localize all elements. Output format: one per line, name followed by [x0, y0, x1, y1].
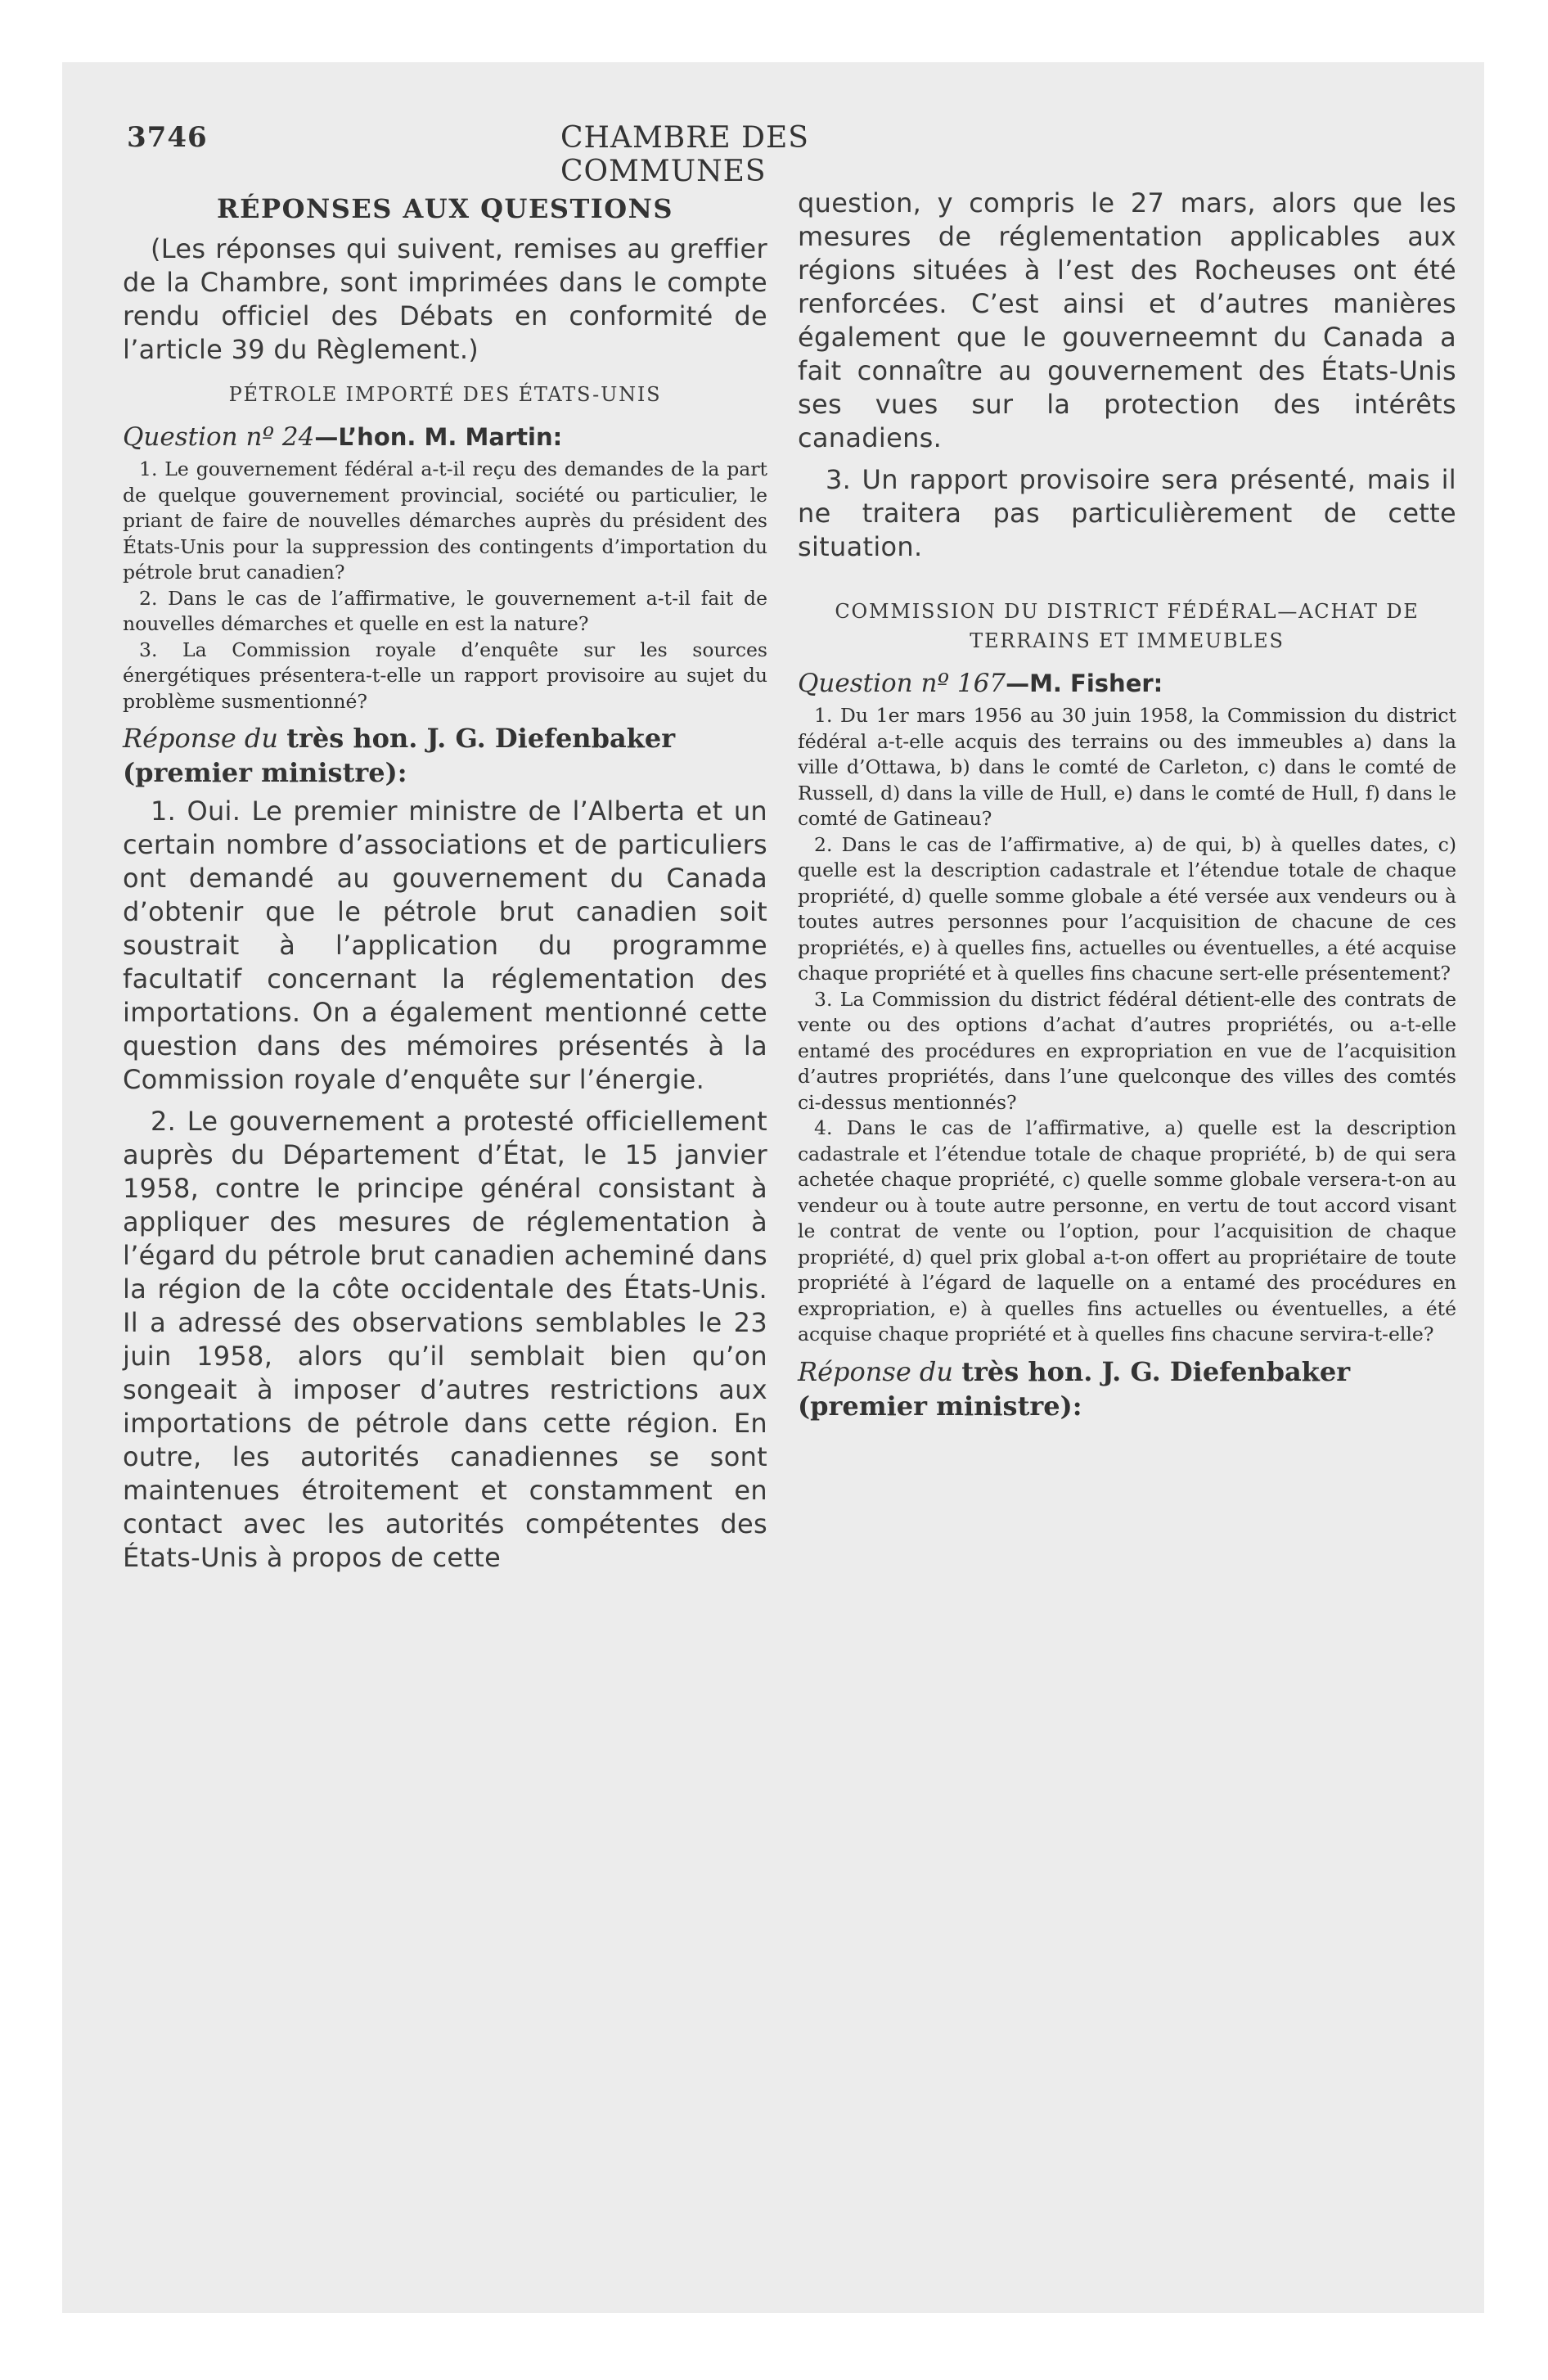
page-header — [127, 121, 1006, 188]
question-167-item-4: 4. Dans le cas de l’affirmative, a) quelle est la description cadastrale et l’étendue totale de chaque propriété, b) de qui sera achetée chaque propriété, c) quelle somme globale versera-t-on au vendeur ou à toute autre personne, en vertu de tout accord visant le contrat de vente ou l’option, pour l’acquisition de chaque propriété, d) quel prix global a-t-on offert au propriétaire de toute propriété à l’égard de laquelle on a entamé des procédures en expropriation, e) à quelles fins actuelles ou éventuelles, a été acquise chaque propriété et à quelles fins chacune servira-t-elle? — [798, 1116, 1456, 1346]
question-24-heading — [123, 422, 767, 452]
question-24-item-1: 1. Le gouvernement fédéral a-t-il reçu des demandes de la part de quelque gouvernement provincial, société ou particulier, le priant de faire de nouvelles démarches auprès du président des États-Unis pour la suppression des contingents d’importation du pétrole brut canadien? — [123, 458, 767, 584]
question-label: Question nº 167 — [798, 669, 1006, 698]
question-24-item-2: 2. Dans le cas de l’affirmative, le gouvernement a-t-il fait de nouvelles démarches et quelle en est la nature? — [123, 586, 767, 635]
question-167-item-1: 1. Du 1er mars 1956 au 30 juin 1958, la Commission du district fédéral a-t-elle acquis des terrains ou des immeubles a) dans la ville d’Ottawa, b) dans le comté de Carleton, c) dans le comté de Russell, d) dans la ville de Hull, e) dans le comté de Hull, f) dans le comté de Gatineau? — [798, 704, 1456, 830]
reply-heading — [798, 1355, 1456, 1423]
question-author: —M. Fisher: — [1006, 669, 1163, 697]
answer-24-item-3: 3. Un rapport provisoire sera présenté, mais il ne traitera pas particulièrement de cette situation. — [798, 464, 1456, 562]
reply-author: très hon. J. G. Diefenbaker (premier ministre): — [123, 723, 676, 788]
reply-heading — [123, 721, 767, 790]
left-column — [123, 187, 767, 1575]
intro-paragraph: (Les réponses qui suivent, remises au greffier de la Chambre, sont imprimées dans le compte rendu officiel des Débats en conformité de l’article 39 du Règlement.) — [123, 233, 767, 365]
reply-author: très hon. J. G. Diefenbaker (premier ministre): — [798, 1355, 1351, 1422]
question-167-item-3: 3. La Commission du district fédéral détient-elle des contrats de vente ou des options d’achat d’autres propriétés, ou a-t-elle entamé des procédures en expropriation en vue de l’acquisition d’autres propriétés, dans l’une quelconque des villes des comtés ci-dessus mentionnés? — [798, 987, 1456, 1114]
question-label: Question nº 24 — [123, 422, 315, 452]
answer-24-item-1: 1. Oui. Le premier ministre de l’Alberta et un certain nombre d’associations et de particuliers ont demandé au gouvernement du Canada d’obtenir que le pétrole brut canadien soit soustrait à l’application du programme facultatif concernant la réglementation des importations. On a également mentionné cette question dans des mémoires présentés à la Commission royale d’enquête sur l’énergie. — [123, 796, 767, 1095]
answer-24-item-2: 2. Le gouvernement a protesté officiellement auprès du Département d’État, le 15 janvier 1958, contre le principe général consistant à appliquer des mesures de réglementation à l’égard du pétrole brut canadien acheminé dans la région de la côte occidentale des États-Unis. Il a adressé des observations semblables le 23 juin 1958, alors qu’il semblait bien qu’on songeait à imposer d’autres restrictions aux importations de pétrole dans cette région. En outre, les autorités canadiennes se sont maintenues étroitement et constamment en contact avec les autorités compétentes des États-Unis à propos de cette — [123, 1106, 767, 1573]
question-167-heading — [798, 669, 1456, 698]
question-author: —L’hon. M. Martin: — [314, 423, 563, 451]
subhead-commission: COMMISSION DU DISTRICT FÉDÉRAL—ACHAT DE TERRAINS ET IMMEUBLES — [835, 600, 1420, 652]
right-column — [798, 187, 1456, 1428]
subhead-petrole: PÉTROLE IMPORTÉ DES ÉTATS-UNIS — [228, 383, 662, 406]
reply-label: Réponse du — [798, 1355, 954, 1387]
question-167-item-2: 2. Dans le cas de l’affirmative, a) de qui, b) à quelles dates, c) quelle est la description cadastrale et l’étendue totale de chaque propriété, d) quelle somme globale a été versée aux vendeurs ou à toutes autres personnes pour l’acquisition de chacune de ces propriétés, e) à quelles fins, actuelles ou éventuelles, a été acquise chaque propriété et à quelles fins chacune sert-elle présentement? — [798, 832, 1456, 985]
page-number: 3746 — [127, 121, 208, 154]
answer-24-item-2-continued: question, y compris le 27 mars, alors que les mesures de réglementation applicables aux régions situées à l’est des Rocheuses ont été renforcées. C’est ainsi et d’autres manières également que le gouverneemnt du Canada a fait connaître au gouvernement des États-Unis ses vues sur la protection des intérêts canadiens. — [798, 187, 1456, 453]
section-title: RÉPONSES AUX QUESTIONS — [217, 193, 673, 224]
running-title: CHAMBRE DES COMMUNES — [560, 121, 809, 188]
reply-label: Réponse du — [123, 723, 279, 754]
question-24-item-3: 3. La Commission royale d’enquête sur les sources énergétiques présentera-t-elle un rapport provisoire au sujet du problème susmentionné? — [123, 638, 767, 713]
